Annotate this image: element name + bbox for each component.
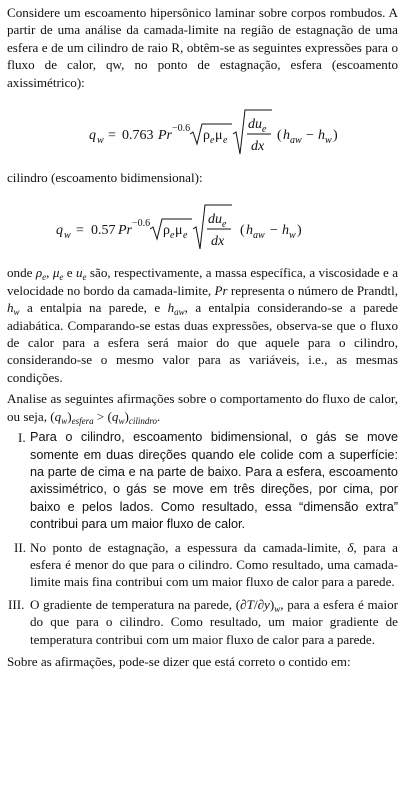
- svg-text:w: w: [64, 230, 71, 242]
- svg-text:q: q: [89, 128, 96, 144]
- svg-text:du: du: [208, 212, 222, 228]
- svg-text:w: w: [325, 135, 332, 147]
- statement-item-1: [7, 429, 398, 533]
- cylinder-label: cilindro (escoamento bidimensional):: [7, 170, 203, 186]
- svg-text:(: (: [240, 223, 245, 239]
- svg-text:h: h: [318, 128, 325, 144]
- statements-list: [7, 429, 398, 648]
- cylinder-coef: 0.57: [91, 223, 116, 239]
- statement-number-3: III.: [8, 596, 25, 612]
- svg-text:ρ: ρ: [163, 223, 170, 239]
- svg-text:Pr: Pr: [118, 223, 132, 239]
- formula-sphere: [7, 91, 398, 169]
- svg-text:e: e: [223, 135, 228, 147]
- svg-text:e: e: [210, 135, 215, 147]
- statement-number-1: I.: [18, 430, 26, 446]
- statement-item-2: II. No ponto de estagnação, a espessura da camada-limite, δ, para a esfera é menor do que para o cilindro. Como resultado, uma camada-limite mais fina contribui com um maior fluxo de calor para a parede.: [14, 539, 398, 590]
- svg-text:dx: dx: [211, 234, 225, 250]
- formula-cylinder: [7, 186, 398, 264]
- closing-paragraph: Sobre as afirmações, pode-se dizer que está correto o contido em:: [7, 653, 351, 669]
- statement-text-1: Para o cilindro, escoamento bidimensional, o gás se move somente em duas direções quando ele colide com a superfície: na parte de cima e na parte de baixo. Para a esfera, escoamento axissimétrico, o gás se move em três direções, por cima, por baixo e pelos lados. Como resultado, essa “dimensão extra” contribui para um maior fluxo de calor.: [30, 430, 398, 532]
- svg-text:=: =: [108, 128, 116, 144]
- sphere-coef: 0.763: [122, 128, 154, 144]
- svg-text:−0.6: −0.6: [172, 123, 191, 135]
- svg-text:w: w: [289, 230, 296, 242]
- svg-text:−0.6: −0.6: [132, 218, 151, 230]
- svg-text:Pr: Pr: [158, 128, 172, 144]
- svg-text:ρ: ρ: [203, 128, 210, 144]
- intro-paragraph: [7, 4, 398, 91]
- svg-text:h: h: [282, 223, 289, 239]
- intro-text: Considere um escoamento hipersônico laminar sobre corpos rombudos. A partir de uma análise da camada-limite na região de estagnação de uma esfera e de um cilindro de raio R, obtêm-se as seguintes expressões para o fluxo de calor, qw, no ponto de estagnação, esfera (escoamento axissimétrico):: [7, 5, 398, 90]
- statement-number-2: II.: [14, 539, 26, 555]
- svg-text:h: h: [246, 223, 253, 239]
- svg-text:=: =: [76, 223, 84, 239]
- svg-text:du: du: [248, 117, 262, 133]
- svg-text:e: e: [262, 124, 267, 136]
- svg-text:h: h: [283, 128, 290, 144]
- svg-text:μ: μ: [175, 223, 183, 239]
- analyze-paragraph: Analise as seguintes afirmações sobre o comportamento do fluxo de calor, ou seja, $(q_w)_{esfera} > (q_w)_{cilindro}$.: [7, 391, 398, 426]
- svg-text:(: (: [277, 128, 282, 144]
- formula-cylinder-svg: [7, 186, 398, 264]
- cylinder-label-paragraph: [7, 169, 398, 186]
- svg-text:): ): [333, 128, 338, 144]
- formula-sphere-svg: [7, 91, 398, 169]
- definitions-paragraph: onde $\rho_e$, $\mu_e$ e $u_e$ são, respectivamente, a massa específica, a viscosidade e a velocidade no bordo da camada-limite, Pr representa o número de Prandtl, $h_w$ a entalpia na parede, e $h_{aw}$, a entalpia considerando-se a parede adiabática. Comparando-se estas duas expressões, observa-se que o fluxo de calor para a esfera será maior do que aquele para o cilindro, considerando-se o mesmo valor para as variáveis, i.e., as mesmas condições.: [7, 265, 399, 385]
- svg-text:dx: dx: [251, 139, 265, 155]
- svg-text:e: e: [222, 219, 227, 231]
- svg-text:aw: aw: [290, 135, 302, 147]
- svg-text:−: −: [306, 128, 314, 144]
- svg-text:q: q: [56, 223, 63, 239]
- svg-text:−: −: [270, 223, 278, 239]
- svg-text:): ): [297, 223, 302, 239]
- statement-item-3: III. O gradiente de temperatura na parede, $(\partial T/\partial y)_w$, para a esfera é maior do que para o cilindro. Como resultado, um maior gradiente de temperatura contribui com um maior fluxo de calor para a parede.: [8, 596, 398, 647]
- svg-text:w: w: [97, 135, 104, 147]
- svg-text:μ: μ: [215, 128, 223, 144]
- svg-text:aw: aw: [253, 230, 265, 242]
- svg-text:e: e: [183, 230, 188, 242]
- svg-text:e: e: [170, 230, 175, 242]
